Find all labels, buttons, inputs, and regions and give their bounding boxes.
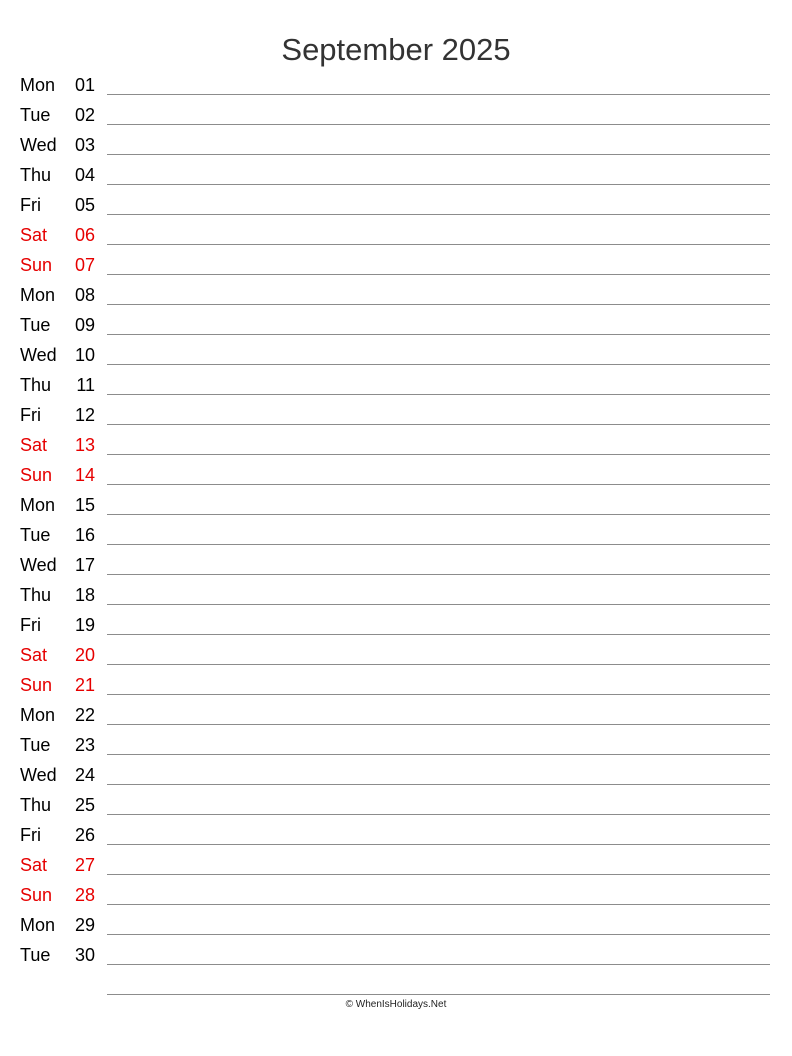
day-number: 26 bbox=[74, 825, 95, 845]
writing-line bbox=[107, 694, 770, 695]
writing-line bbox=[107, 934, 770, 935]
day-row bbox=[0, 790, 792, 820]
day-of-week: Sat bbox=[20, 855, 48, 875]
writing-line bbox=[107, 364, 770, 365]
writing-line bbox=[107, 484, 770, 485]
day-of-week: Mon bbox=[20, 285, 56, 305]
day-row bbox=[0, 610, 792, 640]
writing-line bbox=[107, 964, 770, 965]
day-row bbox=[0, 130, 792, 160]
day-number: 19 bbox=[74, 615, 95, 635]
writing-line bbox=[107, 784, 770, 785]
writing-line bbox=[107, 124, 770, 125]
day-row bbox=[0, 760, 792, 790]
day-number: 12 bbox=[74, 405, 95, 425]
day-row bbox=[0, 160, 792, 190]
day-row bbox=[0, 640, 792, 670]
day-of-week: Fri bbox=[20, 405, 41, 425]
day-row bbox=[0, 310, 792, 340]
day-row bbox=[0, 250, 792, 280]
writing-line bbox=[107, 154, 770, 155]
day-number: 01 bbox=[74, 75, 95, 95]
day-of-week: Mon bbox=[20, 915, 56, 935]
day-number: 27 bbox=[74, 855, 95, 875]
day-number: 10 bbox=[74, 345, 95, 365]
day-of-week: Wed bbox=[20, 345, 57, 365]
day-of-week: Fri bbox=[20, 825, 41, 845]
day-number: 24 bbox=[74, 765, 95, 785]
day-of-week: Sun bbox=[20, 885, 53, 905]
writing-line bbox=[107, 814, 770, 815]
day-number: 11 bbox=[76, 375, 95, 395]
day-number: 06 bbox=[74, 225, 95, 245]
day-number: 05 bbox=[74, 195, 95, 215]
day-of-week: Tue bbox=[20, 945, 51, 965]
day-row bbox=[0, 400, 792, 430]
day-row bbox=[0, 580, 792, 610]
day-number: 15 bbox=[74, 495, 95, 515]
writing-line bbox=[107, 604, 770, 605]
day-row bbox=[0, 370, 792, 400]
writing-line bbox=[107, 274, 770, 275]
day-number: 16 bbox=[74, 525, 95, 545]
day-of-week: Thu bbox=[20, 165, 52, 185]
day-row bbox=[0, 730, 792, 760]
day-row bbox=[0, 700, 792, 730]
day-row bbox=[0, 520, 792, 550]
day-row bbox=[0, 430, 792, 460]
day-row bbox=[0, 490, 792, 520]
day-number: 20 bbox=[74, 645, 95, 665]
writing-line bbox=[107, 544, 770, 545]
day-of-week: Tue bbox=[20, 525, 51, 545]
day-number: 02 bbox=[74, 105, 95, 125]
writing-line bbox=[107, 574, 770, 575]
day-of-week: Sat bbox=[20, 645, 48, 665]
day-row bbox=[0, 100, 792, 130]
day-row bbox=[0, 70, 792, 100]
calendar-title: September 2025 bbox=[281, 32, 511, 67]
day-of-week: Fri bbox=[20, 195, 41, 215]
writing-line bbox=[107, 424, 770, 425]
day-list bbox=[0, 70, 792, 970]
day-of-week: Tue bbox=[20, 315, 51, 335]
day-number: 04 bbox=[74, 165, 95, 185]
day-row bbox=[0, 880, 792, 910]
writing-line bbox=[107, 664, 770, 665]
writing-line bbox=[107, 454, 770, 455]
day-number: 29 bbox=[74, 915, 95, 935]
day-of-week: Wed bbox=[20, 765, 57, 785]
writing-line bbox=[107, 634, 770, 635]
writing-line bbox=[107, 904, 770, 905]
day-of-week: Mon bbox=[20, 705, 56, 725]
day-of-week: Sat bbox=[20, 435, 48, 455]
day-of-week: Wed bbox=[20, 555, 57, 575]
day-of-week: Tue bbox=[20, 735, 51, 755]
day-of-week: Sat bbox=[20, 225, 48, 245]
day-of-week: Mon bbox=[20, 75, 56, 95]
writing-line bbox=[107, 214, 770, 215]
day-row bbox=[0, 220, 792, 250]
writing-line bbox=[107, 244, 770, 245]
day-of-week: Sun bbox=[20, 675, 53, 695]
day-row bbox=[0, 910, 792, 940]
writing-line bbox=[107, 94, 770, 95]
writing-line bbox=[107, 724, 770, 725]
day-number: 22 bbox=[74, 705, 95, 725]
footer-credit: © WhenIsHolidays.Net bbox=[345, 999, 447, 1010]
day-number: 09 bbox=[74, 315, 95, 335]
day-number: 28 bbox=[74, 885, 95, 905]
day-number: 30 bbox=[74, 945, 95, 965]
writing-line bbox=[107, 754, 770, 755]
day-of-week: Mon bbox=[20, 495, 56, 515]
writing-line bbox=[107, 184, 770, 185]
day-number: 17 bbox=[74, 555, 95, 575]
day-of-week: Thu bbox=[20, 795, 52, 815]
day-number: 18 bbox=[74, 585, 95, 605]
day-of-week: Thu bbox=[20, 375, 52, 395]
day-row bbox=[0, 550, 792, 580]
day-row bbox=[0, 340, 792, 370]
day-row bbox=[0, 280, 792, 310]
day-number: 14 bbox=[74, 465, 95, 485]
day-number: 03 bbox=[74, 135, 95, 155]
writing-line bbox=[107, 304, 770, 305]
day-row bbox=[0, 940, 792, 970]
day-number: 25 bbox=[74, 795, 95, 815]
day-of-week: Thu bbox=[20, 585, 52, 605]
writing-line bbox=[107, 994, 770, 995]
day-row bbox=[0, 850, 792, 880]
day-number: 21 bbox=[74, 675, 95, 695]
day-row bbox=[0, 460, 792, 490]
day-number: 07 bbox=[74, 255, 95, 275]
day-number: 23 bbox=[74, 735, 95, 755]
day-of-week: Wed bbox=[20, 135, 57, 155]
day-of-week: Tue bbox=[20, 105, 51, 125]
day-of-week: Sun bbox=[20, 255, 53, 275]
day-row bbox=[0, 190, 792, 220]
writing-line bbox=[107, 514, 770, 515]
writing-line bbox=[107, 334, 770, 335]
day-row bbox=[0, 670, 792, 700]
day-row bbox=[0, 820, 792, 850]
writing-line bbox=[107, 394, 770, 395]
day-number: 13 bbox=[74, 435, 95, 455]
writing-line bbox=[107, 874, 770, 875]
day-of-week: Sun bbox=[20, 465, 53, 485]
writing-line bbox=[107, 844, 770, 845]
day-number: 08 bbox=[74, 285, 95, 305]
day-of-week: Fri bbox=[20, 615, 41, 635]
